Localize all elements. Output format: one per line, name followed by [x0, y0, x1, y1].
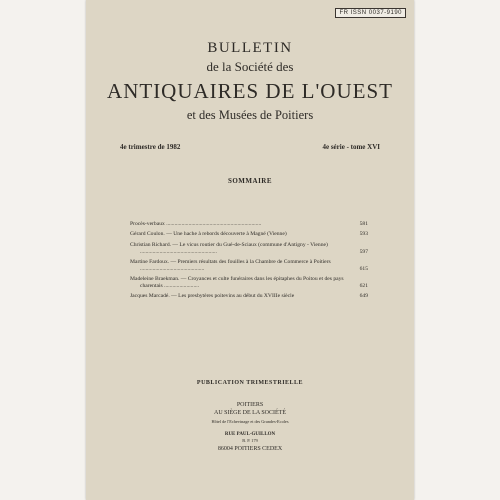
address-city: POITIERS	[236, 402, 264, 408]
address-bp: B. P. 179	[242, 438, 258, 443]
toc-entry	[130, 221, 368, 228]
toc-entry	[130, 293, 368, 300]
toc-entry-text: Martine Fardoux. — Premiers résultats des fouilles à la Chambre de Commerce à Poitiers ..............................................	[130, 258, 331, 272]
toc-entry-text: Jacques Marcadé. — Les presbytères poitevins au début du XVIIIe siècle	[130, 293, 295, 300]
table-of-contents	[130, 221, 368, 304]
issue-trimestre: 4e trimestre de 1982	[120, 143, 181, 151]
toc-entry-text: Madeleine Braekman. — Croyances et culte funéraires dans les épitaphes du Poitou et des pays charentais .........................	[130, 276, 344, 290]
title-musees: et des Musées de Poitiers	[186, 108, 314, 122]
issue-serie: 4e série - tome XVI	[322, 143, 380, 151]
toc-entry-page: 615	[359, 265, 368, 272]
address-cedex: 86004 POITIERS CEDEX	[217, 446, 283, 452]
title-societe: de la Société des	[206, 59, 294, 74]
issn-box: FR ISSN 0037-9190	[335, 8, 406, 18]
toc-entry-text: Gérard Coulon. — Une hache à rebords découverte à Magné (Vienne)	[130, 231, 287, 238]
toc-entry-page: 621	[359, 283, 368, 290]
toc-entry	[130, 242, 368, 256]
address-street: RUE PAUL-GUILLON	[224, 432, 276, 437]
publication-frequency: PUBLICATION TRIMESTRIELLE	[196, 380, 304, 386]
toc-entry	[130, 276, 368, 290]
title-bulletin: BULLETIN	[207, 40, 293, 56]
toc-entry-text: Christian Richard. — Le vicus routier du Gué-de-Sciaux (commune d'Antigny - Vienne) .......................................................	[130, 241, 328, 255]
sommaire-heading: SOMMAIRE	[227, 177, 273, 185]
toc-entry-page: 649	[359, 293, 368, 300]
toc-entry-page: 597	[359, 248, 368, 255]
address-siege: AU SIÈGE DE LA SOCIÉTÉ	[214, 410, 286, 416]
title-antiquaires: ANTIQUAIRES DE L'OUEST	[107, 79, 393, 103]
toc-entry	[130, 231, 368, 238]
bulletin-cover	[86, 0, 414, 500]
toc-entry-page: 593	[359, 231, 368, 238]
address-hotel: Hôtel de l'Echevinage et des Grandes-Ecoles	[211, 419, 289, 424]
toc-entry	[130, 259, 368, 273]
toc-entry-page: 581	[359, 221, 368, 227]
toc-entry-text: Procès-verbaux ....................................................................	[130, 221, 262, 227]
